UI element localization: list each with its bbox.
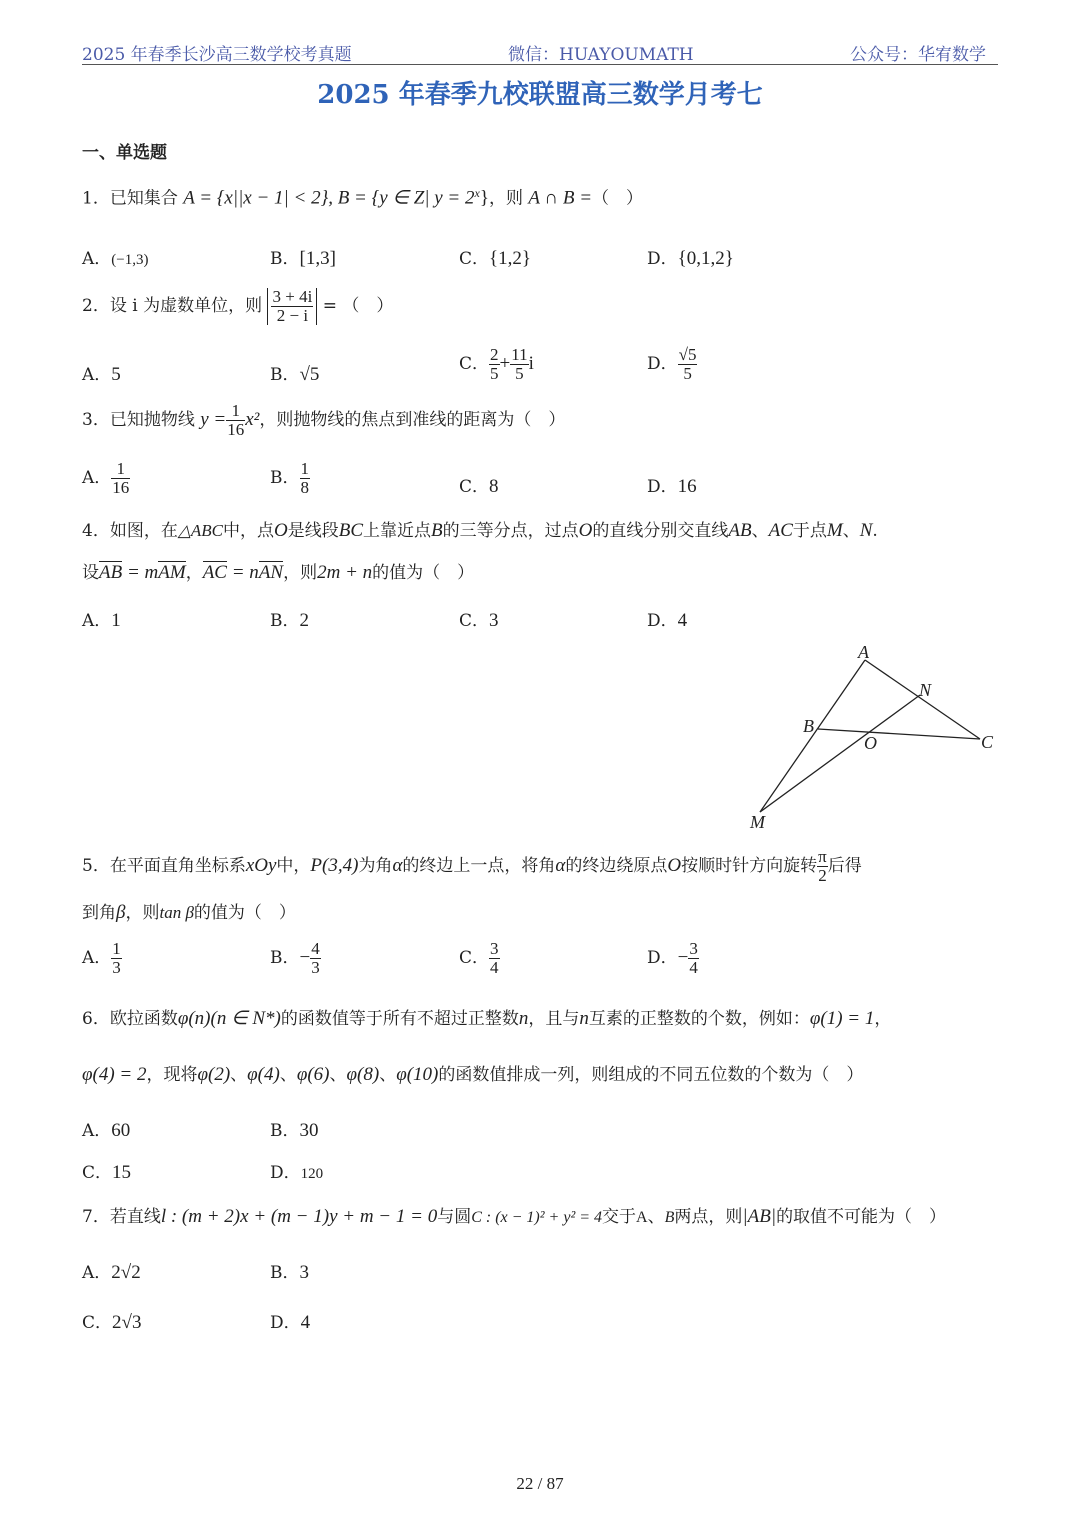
question-7: 7．若直线l : (m + 2)x + (m − 1)y + m − 1 = 0与圆C : (x − 1)² + y² = 4交于A、B两点，则|AB|的取值不可能为（ ） [82,1206,947,1227]
header-center: 微信：HUAYOUMATH [508,45,694,65]
q1-option-b[interactable]: B．[1,3] [270,248,336,269]
q2-option-a[interactable]: A．5 [82,364,121,385]
q1-option-a[interactable]: A．(−1,3) [82,249,149,269]
page-header [82,38,998,65]
question-6-line-1: 6．欧拉函数φ(n)(n ∈ N*)的函数值等于所有不超过正整数n，且与n互素的正整数的个数，例如：φ(1) = 1， [82,1008,892,1029]
label-n: N [919,680,932,700]
section-heading: 一、单选题 [82,143,167,163]
question-4-line-1: 4．如图，在△ABC中，点O是线段BC上靠近点B的三等分点，过点O的直线分别交直线AB、AC于点M、N. [82,520,878,541]
q6-option-c[interactable]: C．15 [82,1162,132,1183]
q5-option-d[interactable]: D．− $\frac{3}{4}$ [647,939,698,977]
q5-option-c[interactable]: C． $\frac{3}{4}$ [459,939,499,977]
q7-option-a[interactable]: A．2√2 [82,1262,141,1283]
label-b: B [803,716,814,736]
q4-option-d[interactable]: D．4 [647,610,688,631]
label-c: C [981,732,994,752]
question-3: 3．已知抛物线 y = $\frac{1}{16}$ x²，则抛物线的焦点到准线的距离为（ ） [82,401,566,439]
label-a: A [858,642,869,662]
q7-option-d[interactable]: D．4 [270,1312,311,1333]
q5-option-a[interactable]: A． $\frac{1}{3}$ [82,939,121,977]
label-o: O [864,733,877,753]
line-bc [818,729,980,739]
q2-option-d[interactable]: D． $\frac{√5}{5}$ [647,345,697,383]
q3-option-d[interactable]: D．16 [647,476,697,497]
q4-option-b[interactable]: B．2 [270,610,309,631]
page-number: 22 / 87 [516,1474,564,1493]
q3-option-a[interactable]: A． $\frac{1}{16}$ [82,459,130,497]
q6-option-d[interactable]: D．120 [270,1163,324,1183]
header-right: 公众号：华宥数学 [850,45,986,65]
q1-option-c[interactable]: C．{1,2} [459,248,532,269]
q5-option-b[interactable]: B．− $\frac{4}{3}$ [270,939,320,977]
question-6-line-2: φ(4) = 2，现将φ(2)、φ(4)、φ(6)、φ(8)、φ(10)的函数值排成一列，则组成的不同五位数的个数为（ ） [82,1064,864,1085]
question-5-line-2: 到角β，则tan β的值为（ ） [82,902,296,923]
q3-option-b[interactable]: B． $\frac{1}{8}$ [270,459,309,497]
q3-option-c[interactable]: C．8 [459,476,499,497]
q6-option-a[interactable]: A．60 [82,1120,131,1141]
question-2: 2．设 i 为虚数单位，则 $\frac{3 + 4i}{2 - i}$ = （ ） [82,287,394,325]
q6-option-b[interactable]: B．30 [270,1120,319,1141]
q4-option-c[interactable]: C．3 [459,610,499,631]
q1-option-d[interactable]: D．{0,1,2} [647,248,734,269]
q2-option-b[interactable]: B．√5 [270,364,320,385]
question-5-line-1: 5．在平面直角坐标系xOy中，P(3,4)为角α的终边上一点，将角α的终边绕原点O按顺时针方向旋转 $\frac{\pi}{2}$ 后得 [82,847,862,885]
q2-option-c[interactable]: C． $\frac{2}{5}$ + $\frac{11}{5}$ i [459,345,534,383]
q7-option-b[interactable]: B．3 [270,1262,309,1283]
triangle-figure [740,640,1010,840]
question-1: 1．已知集合 A = {x||x − 1| < 2}, B = {y ∈ Z| $y = 2^x$}，则 A ∩ B =（ ） [82,186,644,209]
label-m: M [750,812,765,832]
question-4-line-2: 设AB = mAM，AC = nAN，则2m + n的值为（ ） [82,562,475,583]
q7-option-c[interactable]: C．2√3 [82,1312,142,1333]
line-am [760,660,865,812]
page-title: 2025 年春季九校联盟高三数学月考七 [317,80,763,110]
q4-option-a[interactable]: A．1 [82,610,121,631]
header-left: 2025 年春季长沙高三数学校考真题 [82,45,352,65]
line-mn [760,695,920,812]
